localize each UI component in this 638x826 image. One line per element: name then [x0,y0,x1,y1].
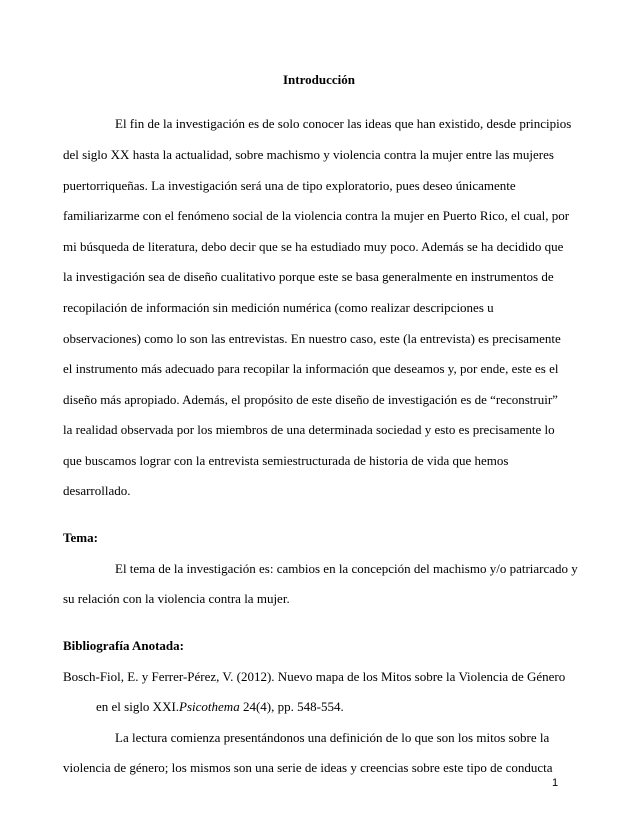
intro-line: del siglo XX hasta la actualidad, sobre machismo y violencia contra la mujer entre las mujeres [63,147,554,162]
citation-text: en el siglo XXI. [96,699,180,714]
intro-line: recopilación de información sin medición numérica (como realizar descripciones u [63,300,494,315]
intro-line: el instrumento más adecuado para recopilar la información que deseamos y, por ende, este es el [63,361,559,376]
citation-line: Bosch-Fiol, E. y Ferrer-Pérez, V. (2012). Nuevo mapa de los Mitos sobre la Violencia de Género [63,669,566,684]
intro-line: familiarizarme con el fenómeno social de la violencia contra la mujer en Puerto Rico, el cual, por [63,208,570,223]
tema-heading: Tema: [63,530,98,545]
intro-line: El fin de la investigación es de solo conocer las ideas que han existido, desde principios [115,116,572,131]
intro-line: desarrollado. [63,483,131,498]
citation-journal: Psicothema [179,699,240,714]
tema-line: su relación con la violencia contra la mujer. [63,591,290,606]
intro-line: que buscamos lograr con la entrevista semiestructurada de historia de vida que hemos [63,453,509,468]
page-number: 1 [552,777,559,789]
bibliography-heading: Bibliografía Anotada: [63,638,184,653]
citation-text: 24(4), pp. 548-554. [239,699,344,714]
intro-line: puertorriqueñas. La investigación será una de tipo exploratorio, pues deseo únicamente [63,178,516,193]
annotation-line: violencia de género; los mismos son una serie de ideas y creencias sobre este tipo de conducta [63,760,553,775]
page-title: Introducción [283,72,355,87]
intro-line: diseño más apropiado. Además, el propósito de este diseño de investigación es de “reconstruir” [63,392,558,407]
intro-line: la investigación sea de diseño cualitativo porque este se basa generalmente en instrumentos de [63,269,554,284]
citation-line [96,699,344,715]
intro-line: observaciones) como lo son las entrevistas. En nuestro caso, este (la entrevista) es precisamente [63,331,561,346]
intro-line: mi búsqueda de literatura, debo decir que se ha estudiado muy poco. Además se ha decidido que [63,239,564,254]
tema-line: El tema de la investigación es: cambios en la concepción del machismo y/o patriarcado y [115,561,578,576]
intro-line: la realidad observada por los miembros de una determinada sociedad y esto es precisamente lo [63,422,555,437]
annotation-line: La lectura comienza presentándonos una definición de lo que son los mitos sobre la [115,730,550,745]
